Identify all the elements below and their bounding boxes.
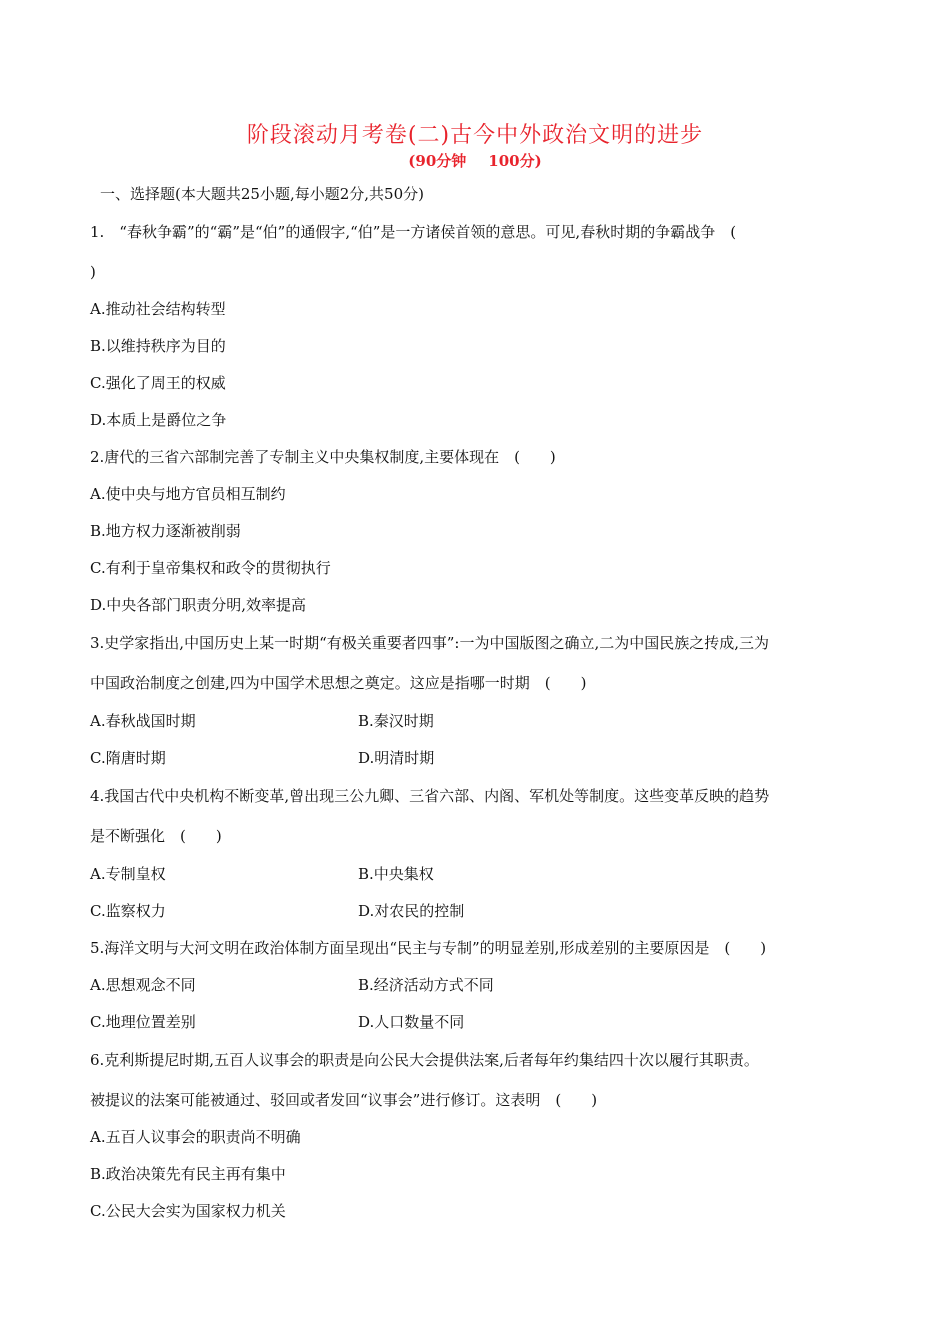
question-1-option-c: C.强化了周王的权威 — [90, 374, 226, 392]
question-6-option-c: C.公民大会实为国家权力机关 — [90, 1202, 286, 1220]
exam-subtitle — [0, 150, 950, 171]
question-5-stem: 5.海洋文明与大河文明在政治体制方面呈现出“民主与专制”的明显差别,形成差别的主要原因是 ( ) — [90, 939, 767, 957]
question-3-stem: 3.史学家指出,中国历史上某一时期“有极关重要者四事”:一为中国版图之确立,二为中国民族之抟成,三为 — [90, 634, 770, 652]
question-2-option-b: B.地方权力逐渐被削弱 — [90, 522, 241, 540]
question-5-option-c: C.地理位置差别 — [90, 1013, 196, 1031]
question-4-stem-cont: 是不断强化 ( ) — [90, 827, 222, 845]
question-1-option-a: A.推动社会结构转型 — [90, 300, 226, 318]
question-3-option-a: A.春秋战国时期 — [90, 712, 196, 730]
question-6-stem-cont: 被提议的法案可能被通过、驳回或者发回“议事会”进行修订。这表明 ( ) — [90, 1091, 598, 1109]
question-2-stem: 2.唐代的三省六部制完善了专制主义中央集权制度,主要体现在 ( ) — [90, 448, 556, 466]
exam-title: 阶段滚动月考卷(二)古今中外政治文明的进步 — [246, 123, 704, 148]
question-5-option-a: A.思想观念不同 — [90, 976, 196, 994]
question-6-option-a: A.五百人议事会的职责尚不明确 — [90, 1128, 301, 1146]
question-4-option-d: D.对农民的控制 — [358, 902, 465, 920]
question-6-option-b: B.政治决策先有民主再有集中 — [90, 1165, 286, 1183]
question-1-option-b: B.以维持秩序为目的 — [90, 337, 226, 355]
question-2-option-d: D.中央各部门职责分明,效率提高 — [90, 596, 307, 614]
question-2-option-a: A.使中央与地方官员相互制约 — [90, 485, 286, 503]
question-3-option-b: B.秦汉时期 — [358, 712, 434, 730]
question-5-option-d: D.人口数量不同 — [358, 1013, 465, 1031]
question-4-option-c: C.监察权力 — [90, 902, 166, 920]
question-1-stem-cont: ) — [90, 263, 96, 281]
exam-time: (90分钟 — [408, 152, 467, 170]
question-2-option-c: C.有利于皇帝集权和政令的贯彻执行 — [90, 559, 331, 577]
question-6-stem: 6.克利斯提尼时期,五百人议事会的职责是向公民大会提供法案,后者每年约集结四十次以履行其职责。 — [90, 1051, 759, 1069]
question-5-option-b: B.经济活动方式不同 — [358, 976, 494, 994]
question-3-option-c: C.隋唐时期 — [90, 749, 166, 767]
question-3-option-d: D.明清时期 — [358, 749, 435, 767]
question-4-stem: 4.我国古代中央机构不断变革,曾出现三公九卿、三省六部、内阁、军机处等制度。这些变革反映的趋势 — [90, 787, 770, 805]
question-1-option-d: D.本质上是爵位之争 — [90, 411, 227, 429]
question-4-option-a: A.专制皇权 — [90, 865, 166, 883]
question-1-stem: 1. “春秋争霸”的“霸”是“伯”的通假字,“伯”是一方诸侯首领的意思。可见,春秋时期的争霸战争 ( — [90, 223, 737, 241]
question-4-option-b: B.中央集权 — [358, 865, 434, 883]
section-heading: 一、选择题(本大题共25小题,每小题2分,共50分) — [100, 185, 424, 203]
exam-score: 100分) — [488, 152, 542, 170]
question-3-stem-cont: 中国政治制度之创建,四为中国学术思想之奠定。这应是指哪一时期 ( ) — [90, 674, 587, 692]
